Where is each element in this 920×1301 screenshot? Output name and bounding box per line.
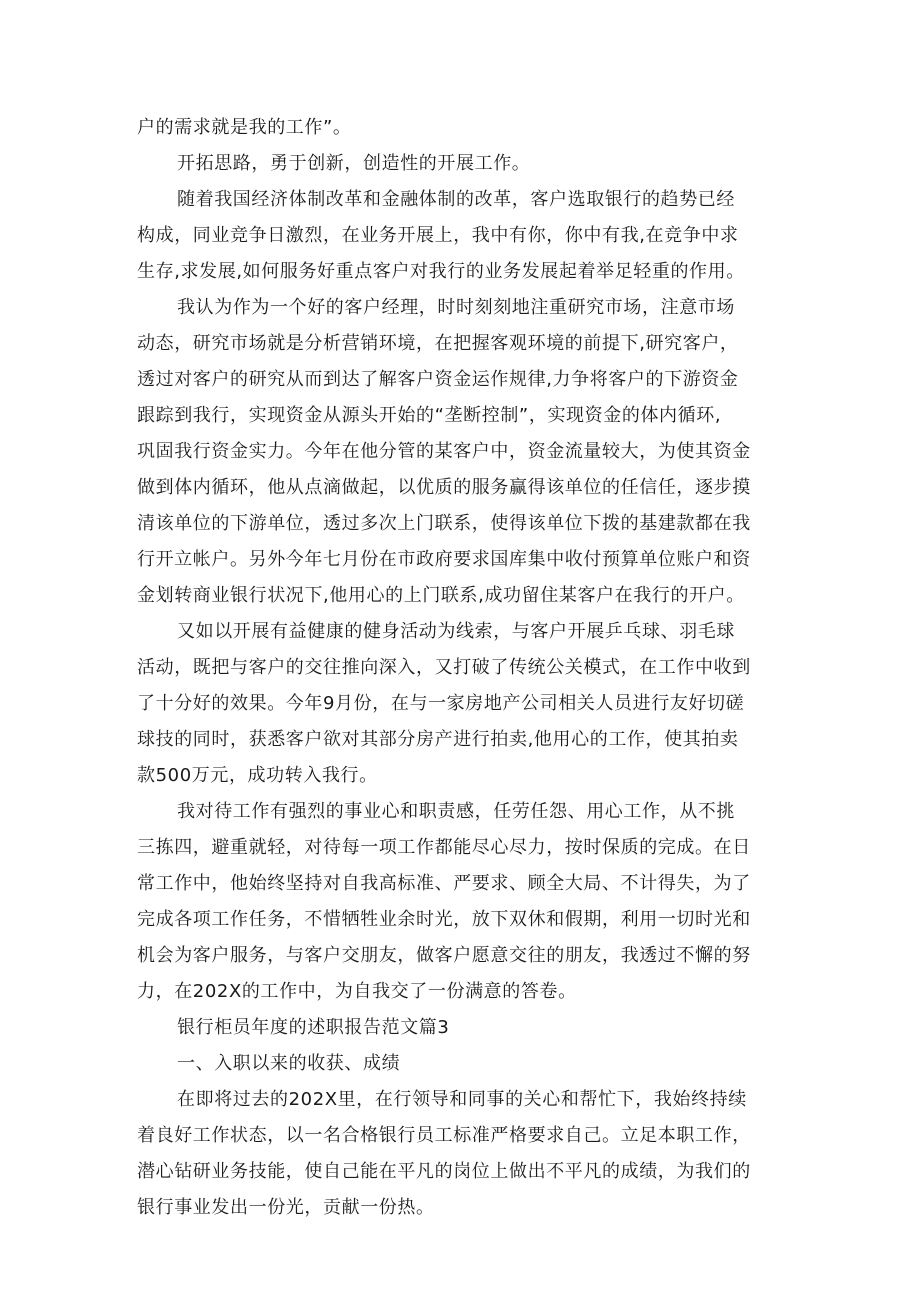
text-line: 动态，研究市场就是分析营销环境，在把握客观环境的前提下,研究客户， [137,333,739,354]
paragraph-start: 又如以开展有益健康的健身活动为线索，与客户开展乒乓球、羽毛球 [177,621,735,642]
paragraph-start: 随着我国经济体制改革和金融体制的改革，客户选取银行的趋势已经 [177,189,735,210]
text-line: 三拣四，避重就轻，对待每一项工作都能尽心尽力，按时保质的完成。在日 [137,837,751,858]
paragraph-start: 开拓思路，勇于创新，创造性的开展工作。 [177,153,531,174]
text-line: 清该单位的下游单位，透过多次上门联系，使得该单位下拨的基建款都在我 [137,513,751,534]
text-line: 行开立帐户。另外今年七月份在市政府要求国库集中收付预算单位账户和资 [137,549,751,570]
text-line: 活动，既把与客户的交往推向深入，又打破了传统公关模式，在工作中收到 [137,657,751,678]
text-line: 常工作中，他始终坚持对自我高标准、严要求、顾全大局、不计得失，为了 [137,873,751,894]
text-line: 球技的同时，获悉客户欲对其部分房产进行拍卖,他用心的工作，使其拍卖 [137,729,739,750]
text-line: 款500万元，成功转入我行。 [137,765,378,786]
subsection-heading: 一、入职以来的收获、成绩 [177,1053,401,1074]
text-line: 力，在202X的工作中，为自我交了一份满意的答卷。 [137,981,577,1002]
text-line: 做到体内循环，他从点滴做起，以优质的服务赢得该单位的任信任，逐步摸 [137,477,751,498]
text-line: 跟踪到我行，实现资金从源头开始的“垄断控制”，实现资金的体内循环, [137,405,722,426]
document-body [137,110,792,1226]
text-line: 完成各项工作任务，不惜牺牲业余时光，放下双休和假期，利用一切时光和 [137,909,751,930]
text-line: 透过对客户的研究从而到达了解客户资金运作规律,力争将客户的下游资金 [137,369,739,390]
text-line: 户的需求就是我的工作”。 [137,117,352,138]
text-line: 潜心钻研业务技能，使自己能在平凡的岗位上做出不平凡的成绩，为我们的 [137,1161,751,1182]
text-line: 构成，同业竞争日激烈，在业务开展上，我中有你，你中有我,在竞争中求 [137,225,739,246]
text-line: 银行事业发出一份光，贡献一份热。 [137,1197,435,1218]
paragraph-start: 我认为作为一个好的客户经理，时时刻刻地注重研究市场，注意市场 [177,297,735,318]
paragraph-start: 在即将过去的202X里，在行领导和同事的关心和帮忙下，我始终持续 [177,1089,747,1110]
text-line: 金划转商业银行状况下,他用心的上门联系,成功留住某客户在我行的开户。 [137,585,745,606]
paragraph-start: 我对待工作有强烈的事业心和职责感，任劳任怨、用心工作，从不挑 [177,801,735,822]
text-line: 生存,求发展,如何服务好重点客户对我行的业务发展起着举足轻重的作用。 [137,261,745,282]
text-line: 着良好工作状态，以一名合格银行员工标准严格要求自己。立足本职工作， [137,1125,751,1146]
text-line: 了十分好的效果。今年9月份，在与一家房地产公司相关人员进行友好切磋 [137,693,745,714]
section-heading: 银行柜员年度的述职报告范文篇3 [177,1017,450,1038]
text-line: 机会为客户服务，与客户交朋友，做客户愿意交往的朋友，我透过不懈的努 [137,945,751,966]
text-line: 巩固我行资金实力。今年在他分管的某客户中，资金流量较大，为使其资金 [137,441,751,462]
